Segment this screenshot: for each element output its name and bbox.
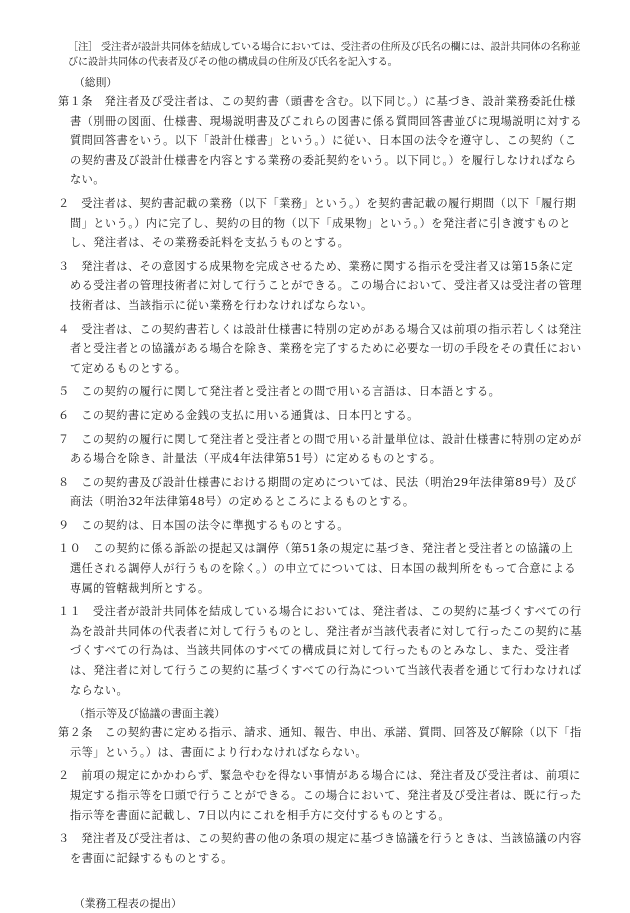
paragraph-7: ７ この契約の履行に関して発注者と受注者との間で用いる計量単位は、設計仕様書に特別の定めがある場合を除き、計量法（平成4年法律第51号）に定めるものとする。 <box>58 432 582 466</box>
article-2: 第２条 この契約書に定める指示、請求、通知、報告、申出、承諾、質問、回答及び解除（以下「指示等」という。）は、書面により行わなければならない。 <box>58 726 582 759</box>
paragraph-10: １０ この契約に係る訴訟の提起又は調停（第51条の規定に基づき、発注者と受注者との協議の上選任される調停人が行うものを除く。）の申立てについては、日本国の裁判所をもって合意による専属的管轄裁判所とする。 <box>58 542 577 595</box>
paragraph-9: ９ この契約は、日本国の法令に準拠するものとする。 <box>58 518 349 532</box>
paragraph-3: ３ 発注者及び受注者は、この契約書の他の条項の規定に基づき協議を行うときは、当該協議の内容を書面に記録するものとする。 <box>58 832 582 865</box>
paragraph-3: ３ 発注者は、その意図する成果物を完成させるため、業務に関する指示を受注者又は第15条に定める受注者の管理技術者に対して行うことができる。この場合において、受注者又は受注者の管理技術者は、当該指示に従い業務を行わなければならない。 <box>58 259 582 312</box>
section-heading: （指示等及び協議の書面主義） <box>74 707 226 721</box>
section-general <box>58 73 584 700</box>
paragraph-5: ５ この契約の履行に関して発注者と受注者との間で用いる言語は、日本語とする。 <box>58 385 501 399</box>
section-work-schedule <box>58 894 584 913</box>
paragraph-11: １１ 受注者が設計共同体を結成している場合においては、発注者は、この契約に基づくすべての行為を設計共同体の代表者に対して行うものとし、発注者が当該代表者に対して行ったこの契約に基づくすべての行為は、当該共同体のすべての構成員に対して行ったものとみなし、また、受注者は、発注者に対して行うこの契約に基づくすべての行為について当該代表者を通じて行わなければならない。 <box>58 605 583 697</box>
section-heading: （業務工程表の提出） <box>74 897 182 911</box>
paragraph-2: ２ 受注者は、契約書記載の業務（以下「業務」という。）を契約書記載の履行期間（以下「履行期間」という。）内に完了し、契約の目的物（以下「成果物」という。）を発注者に引き渡すものとし、発注者は、その業務委託料を支払うものとする。 <box>58 196 577 250</box>
paragraph-2: ２ 前項の規定にかかわらず、緊急やむを得ない事情がある場合には、発注者及び受注者は、前項に規定する指示等を口頭で行うことができる。この場合において、発注者及び受注者は、既に行った指示等を書面に記載し、7日以内にこれを相手方に交付するものとする。 <box>58 769 582 822</box>
paragraph-8: ８ この契約書及び設計仕様書における期間の定めについては、民法（明治29年法律第89号）及び商法（明治32年法律第48号）の定めるところによるものとする。 <box>58 475 577 509</box>
paragraph-6: ６ この契約書に定める金銭の支払に用いる通貨は、日本円とする。 <box>58 408 419 422</box>
section-written-instructions <box>58 704 584 868</box>
section-heading: （総則） <box>74 76 118 89</box>
note: ［注］ 受注者が設計共同体を結成している場合においては、受注者の住所及び氏名の欄には、設計共同体の名称並びに設計共同体の代表者及びその他の構成員の住所及び氏名を記入する。 <box>68 42 581 68</box>
paragraph-4: ４ 受注者は、この契約書若しくは設計仕様書に特別の定めがある場合又は前項の指示若しくは発注者と受注者との協議がある場合を除き、業務を完了するために必要な一切の手段をその責任において定めるものとする。 <box>58 322 582 375</box>
article-1: 第１条 発注者及び受注者は、この契約書（頭書を含む。以下同じ。）に基づき、設計業務委託仕様書（別冊の図面、仕様書、現場説明書及びこれらの図書に係る質問回答書並びに現場説明に対する質問回答書をいう。以下「設計仕様書」という。）に従い、日本国の法令を遵守し、この契約（この契約書及び設計仕様書を内容とする業務の委託契約をいう。以下同じ。）を履行しなければならない。 <box>58 95 583 187</box>
